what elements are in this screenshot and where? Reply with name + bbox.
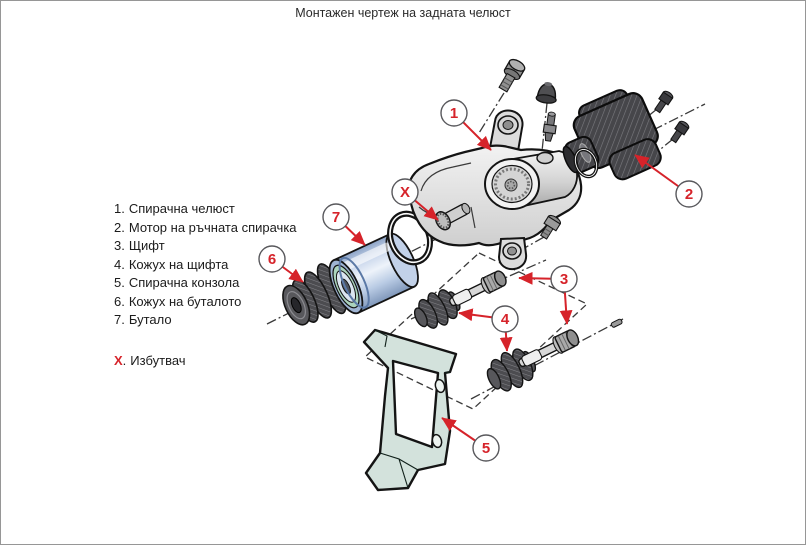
- legend-item-label: Избутвач: [130, 352, 186, 368]
- legend-item-separator: .: [122, 352, 127, 368]
- guide-pin-boot-upper: [409, 284, 466, 336]
- callout-7: [323, 204, 365, 245]
- legend-item-number: 1.: [114, 201, 125, 216]
- legend-item-label: Щифт: [128, 238, 165, 253]
- legend-item-label: Спирачна челюст: [128, 201, 235, 216]
- callout-6: [259, 246, 303, 282]
- legend-item-number: X: [114, 352, 123, 368]
- callout-number: 2: [684, 186, 694, 203]
- callout-3: [519, 266, 577, 324]
- callout-number: 4: [500, 311, 510, 328]
- legend-item-label: Кожух на буталото: [128, 293, 242, 309]
- callout-number: 3: [559, 271, 569, 288]
- legend-item-number: 3.: [114, 238, 125, 253]
- callout-number: 7: [331, 209, 341, 226]
- bleeder-valve: [542, 111, 558, 141]
- callout-2: [635, 155, 702, 207]
- legend-item-number: 5.: [114, 275, 125, 290]
- bleeder-cap: [536, 81, 559, 105]
- page-title: Монтажен чертеж на задната челюст: [295, 6, 511, 20]
- callout-5: [442, 418, 499, 461]
- callout-number: 1: [449, 105, 459, 122]
- carrier-bracket-part: [364, 330, 456, 490]
- callout-number: 6: [267, 251, 277, 268]
- motor-bolt: [669, 120, 690, 144]
- banjo-bolt: [496, 57, 527, 94]
- legend-item-number: 4.: [114, 256, 125, 272]
- legend-item-number: 6.: [114, 293, 125, 309]
- legend-item-number: 7.: [114, 312, 125, 327]
- motor-bolt: [653, 90, 674, 114]
- guide-pin-upper: [447, 269, 509, 311]
- legend-item-label: Бутало: [128, 312, 172, 327]
- bleeder-boss: [537, 153, 553, 164]
- legend-item-label: Кожух на щифта: [128, 256, 229, 272]
- callout-number: X: [399, 184, 411, 201]
- callout-number: 5: [481, 440, 491, 457]
- exploded-view-diagram: [1, 1, 806, 545]
- pin-axis-end-piece: [611, 319, 623, 328]
- guide-pin-lower: [516, 328, 581, 372]
- legend-item-label: Спирачна конзола: [128, 275, 240, 290]
- callout-4: [459, 306, 518, 351]
- legend-item-number: 2.: [114, 219, 125, 235]
- legend-item-label: Мотор на ръчната спирачка: [128, 219, 297, 235]
